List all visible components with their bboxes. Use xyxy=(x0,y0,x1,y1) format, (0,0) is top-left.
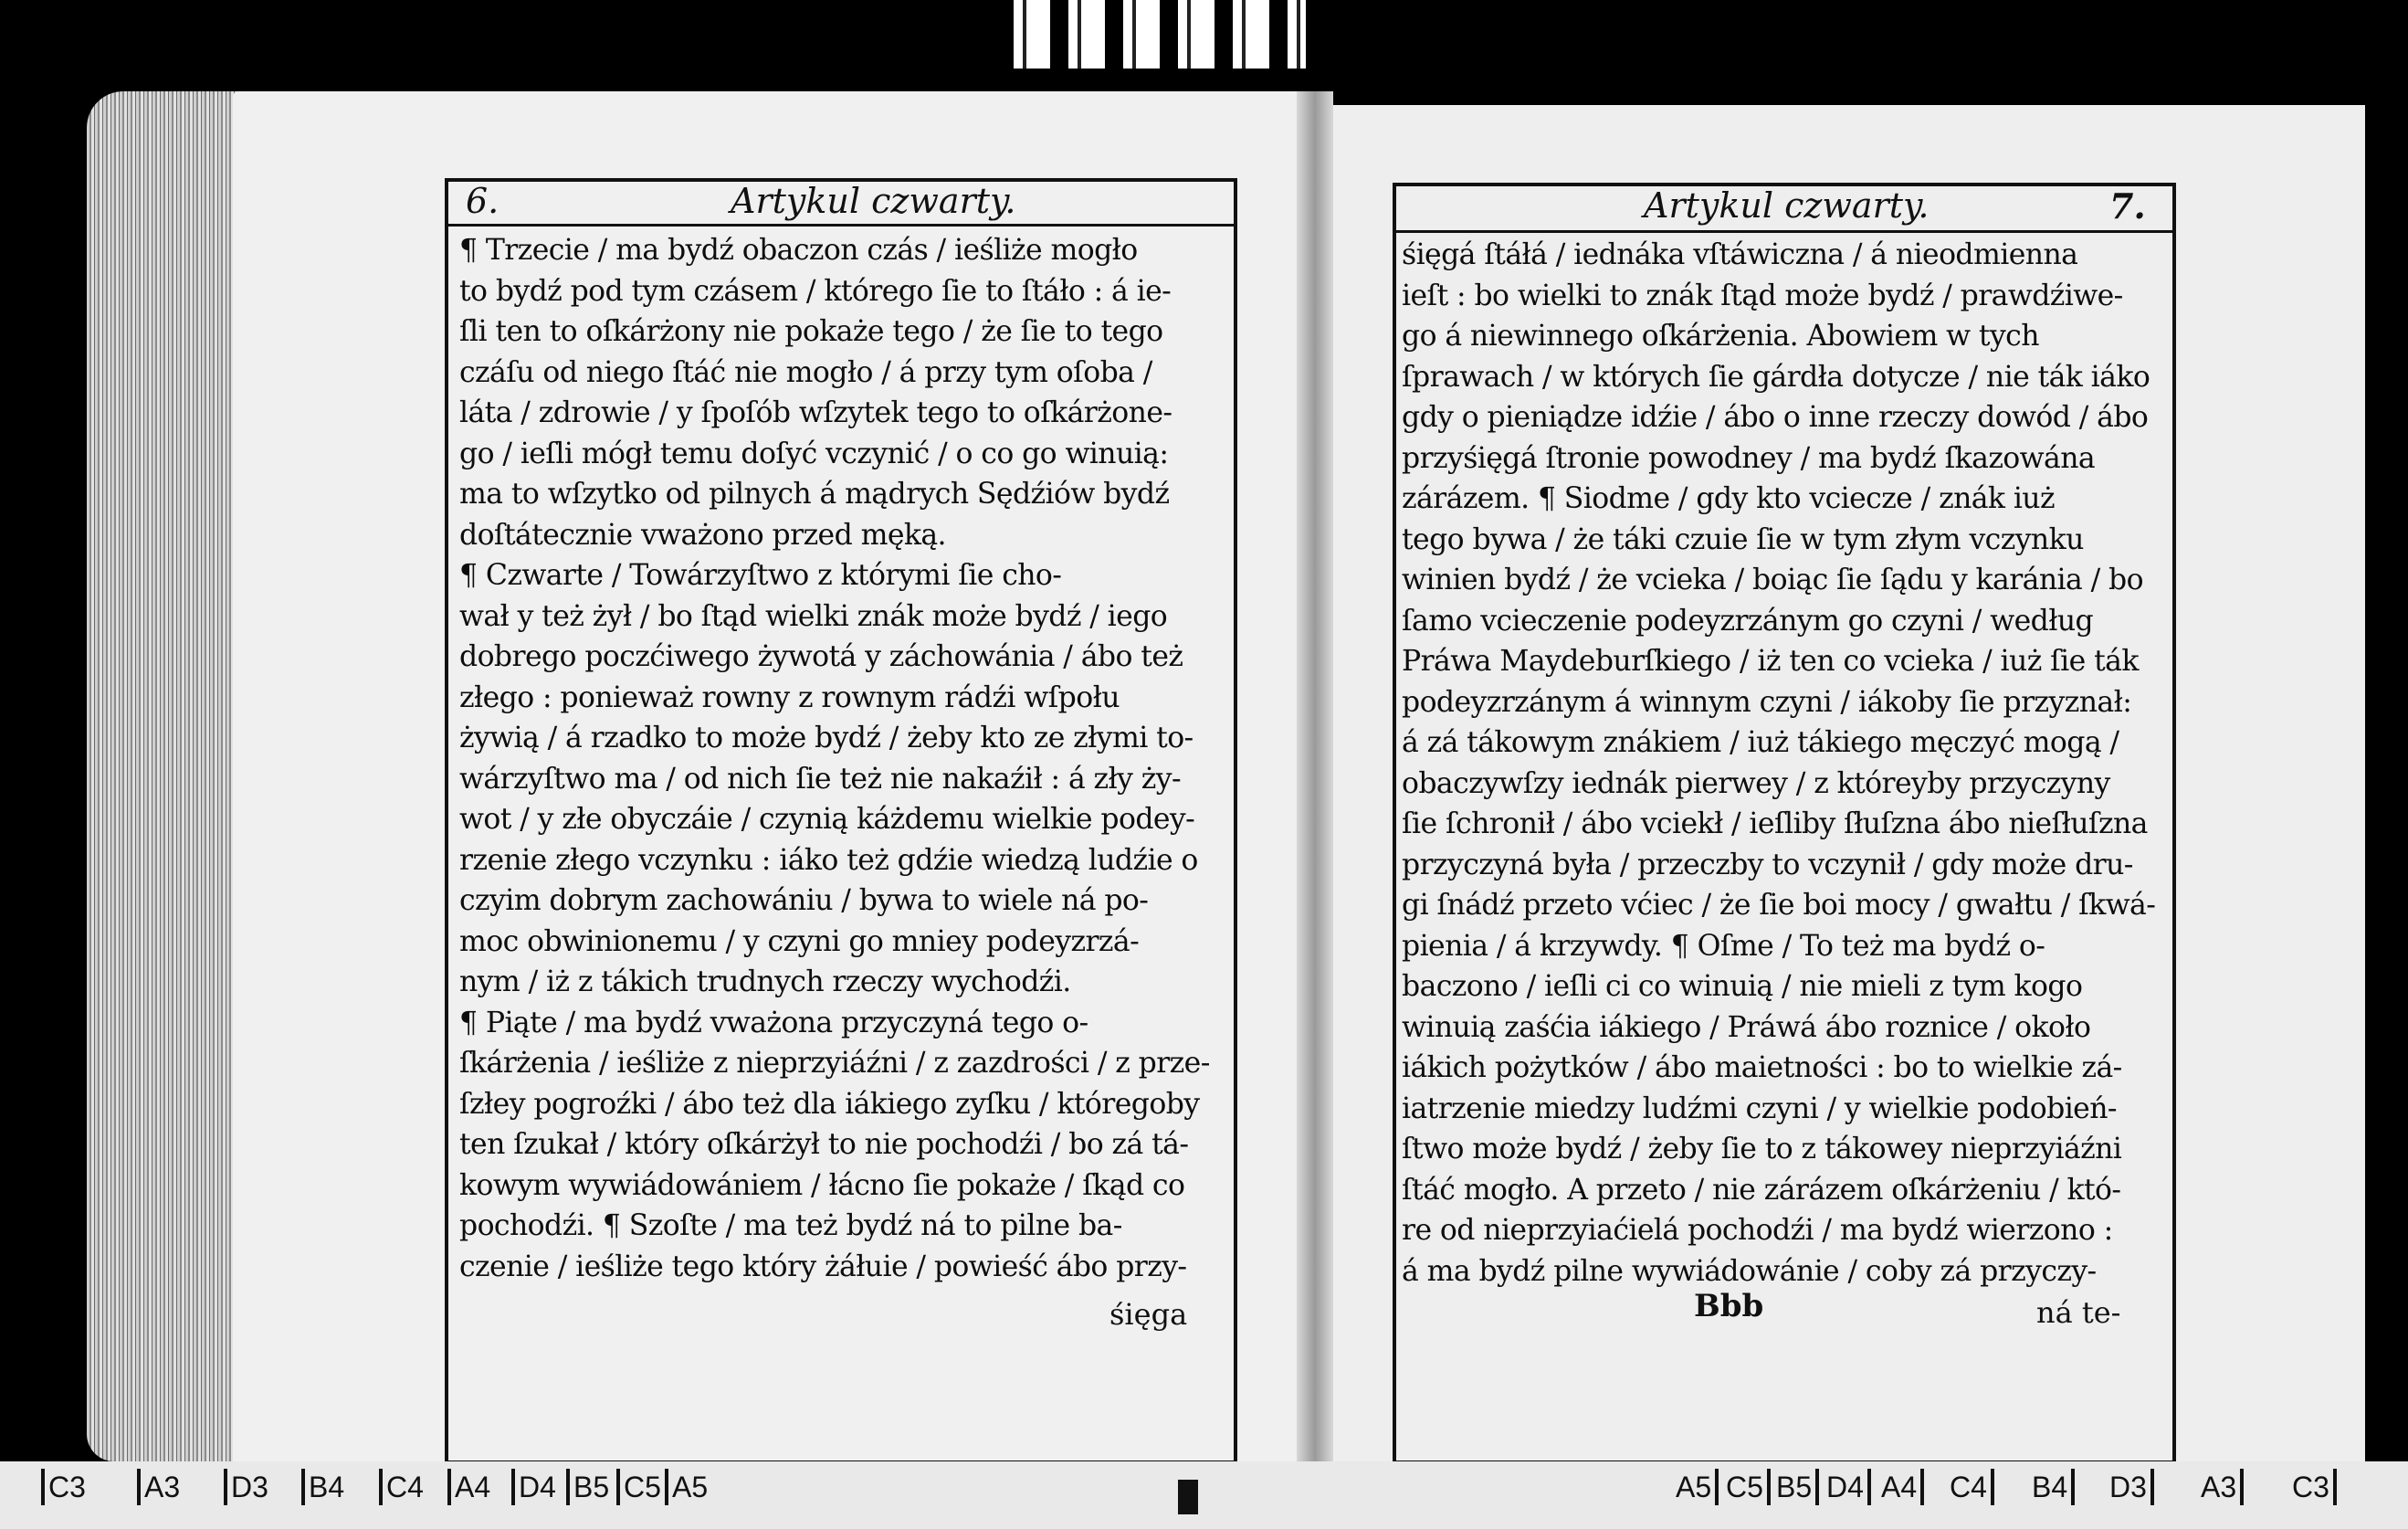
text-line: ſkárżenia / ieśliże z nieprzyiáźni / z zazdrości / z prze- xyxy=(459,1047,1210,1080)
gauge-label: A4 xyxy=(1881,1469,1924,1505)
text-line: go á niewinnego oſkárżenia. Abowiem w tych xyxy=(1402,320,2039,353)
gauge-label: B4 xyxy=(2032,1469,2075,1505)
text-line: wał y też żył / bo ſtąd wielki znák może bydź / iego xyxy=(459,599,1168,633)
gauge-label: A5 xyxy=(1676,1469,1719,1505)
text-line: pochodźi. ¶ Szoſte / ma też bydź ná to pilne ba- xyxy=(459,1209,1122,1242)
text-line: ma to wſzytko od pilnych á mądrych Sędźiów bydź xyxy=(459,478,1170,511)
gauge-label: A3 xyxy=(137,1469,180,1505)
right-head-rule xyxy=(1393,230,2172,233)
text-line: baczono / ieſli ci co winuią / nie mieli z tym kogo xyxy=(1402,970,2083,1003)
text-line: Práwa Maydeburſkiego / iż ten co vcieka / iuż ſie ták xyxy=(1402,645,2139,678)
right-running-head: Artykul czwarty. xyxy=(1644,185,1930,226)
text-line: ſtwo może bydź / żeby ſie to z tákowey nieprzyiáźni xyxy=(1402,1133,2122,1165)
text-line: láta / zdrowie / y ſpoſób wſzytek tego to oſkárżone- xyxy=(459,396,1172,429)
text-line: czáſu od niego ſtáć nie mogło / á przy tym oſoba / xyxy=(459,355,1152,389)
text-line: iákich pożytków / ábo maietności : bo to wielkie zá- xyxy=(1402,1051,2122,1084)
center-mark xyxy=(1178,1480,1198,1514)
text-line: doſtátecznie vważono przed męką. xyxy=(459,518,946,552)
text-line: ſie ſchronił / ábo vciekł / ieſliby ſłuſzna ábo nieſłuſzna xyxy=(1402,807,2148,840)
gauge-label: B4 xyxy=(301,1469,344,1505)
gauge-label: A5 xyxy=(665,1469,708,1505)
text-line: moc obwinionemu / y czyni go mniey podeyzrzá- xyxy=(459,924,1140,958)
text-line: podeyzrzánym á winnym czyni / iákoby ſie przyznał: xyxy=(1402,685,2132,719)
text-line: obaczywſzy iednák pierwey / z któreyby przyczyny xyxy=(1402,766,2110,800)
signature-mark: Bbb xyxy=(1694,1288,1764,1324)
gauge-label: D3 xyxy=(224,1469,268,1505)
text-line: ſtáć mogło. A przeto / nie zárázem oſkárżeniu / któ- xyxy=(1402,1173,2121,1207)
text-line: ſprawach / w których ſie gárdła dotycze / nie ták iáko xyxy=(1402,360,2150,394)
gauge-label: B5 xyxy=(1776,1469,1819,1505)
text-line: ſli ten to oſkárżony nie pokaże tego / że ſie to tego xyxy=(459,315,1163,348)
left-catchword: śięga xyxy=(1109,1297,1188,1332)
text-line: czenie / ieśliże tego który żáłuie / powieść ábo przy- xyxy=(459,1250,1187,1283)
left-text-block xyxy=(459,230,1210,1287)
left-page-number: 6. xyxy=(466,181,499,221)
left-running-head: Artykul czwarty. xyxy=(731,181,1016,221)
text-line: wárzyſtwo ma / od nich ſie też nie nakaźił : á zły ży- xyxy=(459,762,1181,796)
text-line: á ma bydź pilne wywiádowánie / coby zá przyczy- xyxy=(1402,1254,2097,1288)
text-line: przyczyná była / przeczby to vczynił / gdy może dru- xyxy=(1402,848,2133,881)
text-line: ten ſzukał / który oſkárżył to nie pochodźi / bo zá tá- xyxy=(459,1128,1189,1161)
text-line: ¶ Czwarte / Towárzyſtwo z którymi ſie cho- xyxy=(459,559,1062,592)
gauge-label: C5 xyxy=(1726,1469,1771,1505)
left-head-rule xyxy=(445,224,1234,227)
text-line: kowym wywiádowániem / łácno ſie pokaże / ſkąd co xyxy=(459,1168,1185,1202)
text-line: nym / iż z tákich trudnych rzeczy wychodźi. xyxy=(459,965,1071,998)
text-line: gdy o pieniądze idźie / ábo o inne rzeczy dowód / ábo xyxy=(1402,401,2149,434)
text-line: ¶ Trzecie / ma bydź obaczon czás / ieśliże mogło xyxy=(459,234,1138,267)
text-line: re od nieprzyiaćielá pochodźi / ma bydź wierzono : xyxy=(1402,1214,2113,1247)
text-line: winuią zaśćia iákiego / Práwá ábo roznice / około xyxy=(1402,1010,2091,1044)
text-line: ſzłey pogroźki / ábo też dla iákiego zyſku / któregoby xyxy=(459,1087,1200,1121)
text-line: przyśięgá ſtronie powodney / ma bydź ſkazowána xyxy=(1402,441,2096,475)
gauge-label: C3 xyxy=(2292,1469,2337,1505)
gauge-label: D4 xyxy=(511,1469,556,1505)
text-line: iatrzenie miedzy ludźmi czyni / y wielkie podobień- xyxy=(1402,1091,2117,1125)
text-line: gi ſnádź przeto vćiec / że ſie boi mocy / gwałtu / ſkwá- xyxy=(1402,889,2156,922)
book-clamp xyxy=(1014,0,1306,69)
text-line: rzenie złego vczynku : iáko też gdźie wiedzą ludźie o xyxy=(459,843,1198,877)
text-line: ieſt : bo wielki to znák ſtąd może bydź / prawdźiwe- xyxy=(1402,279,2123,312)
text-line: ſamo vcieczenie podeyzrzánym go czyni / według xyxy=(1402,604,2094,638)
text-line: ¶ Piąte / ma bydź vważona przyczyná tego o- xyxy=(459,1006,1088,1039)
gauge-label: A3 xyxy=(2201,1469,2244,1505)
page-edges xyxy=(87,91,247,1461)
text-line: á zá tákowym znákiem / iuż tákiego męczyć mogą / xyxy=(1402,726,2119,759)
text-line: żywią / á rzadko to może bydź / żeby kto ze złymi to- xyxy=(459,722,1193,754)
gauge-label: C5 xyxy=(616,1469,661,1505)
right-catchword: ná te- xyxy=(2036,1295,2121,1330)
text-line: winien bydź / że vcieka / boiąc ſie ſądu y karánia / bo xyxy=(1402,564,2143,596)
text-line: pienia / á krzywdy. ¶ Oſme / To też ma bydź o- xyxy=(1402,929,2045,963)
text-line: dobrego poczćiwego żywotá y záchowánia / ábo też xyxy=(459,640,1183,673)
right-page-number: 7. xyxy=(2109,185,2146,227)
gauge-label: D3 xyxy=(2109,1469,2154,1505)
gauge-label: C4 xyxy=(379,1469,424,1505)
text-line: śięgá ſtáłá / iednáka vſtáwiczna / á nieodmienna xyxy=(1402,238,2078,271)
text-line: tego bywa / że táki czuie ſie w tym złym vczynku xyxy=(1402,522,2084,556)
gauge-label: C4 xyxy=(1950,1469,1994,1505)
text-line: czyim dobrym zachowániu / bywa to wiele ná po- xyxy=(459,884,1149,917)
right-text-block xyxy=(1402,235,2155,1292)
gauge-label: B5 xyxy=(566,1469,609,1505)
book-gutter xyxy=(1297,91,1333,1471)
text-line: zárázem. ¶ Siodme / gdy kto vciecze / znák iuż xyxy=(1402,482,2055,515)
text-line: wot / y złe obyczáie / czynią káżdemu wielkie podey- xyxy=(459,803,1195,836)
text-line: to bydź pod tym czásem / którego ſie to ſtáło : á ie- xyxy=(459,274,1172,308)
text-line: go / ieſli mógł temu doſyć vczynić / o co go winuią: xyxy=(459,437,1169,470)
text-line: złego : ponieważ rowny z rownym rádźi wſpołu xyxy=(459,680,1120,714)
gauge-label: C3 xyxy=(41,1469,86,1505)
gauge-label: A4 xyxy=(447,1469,490,1505)
gauge-label: D4 xyxy=(1826,1469,1871,1505)
